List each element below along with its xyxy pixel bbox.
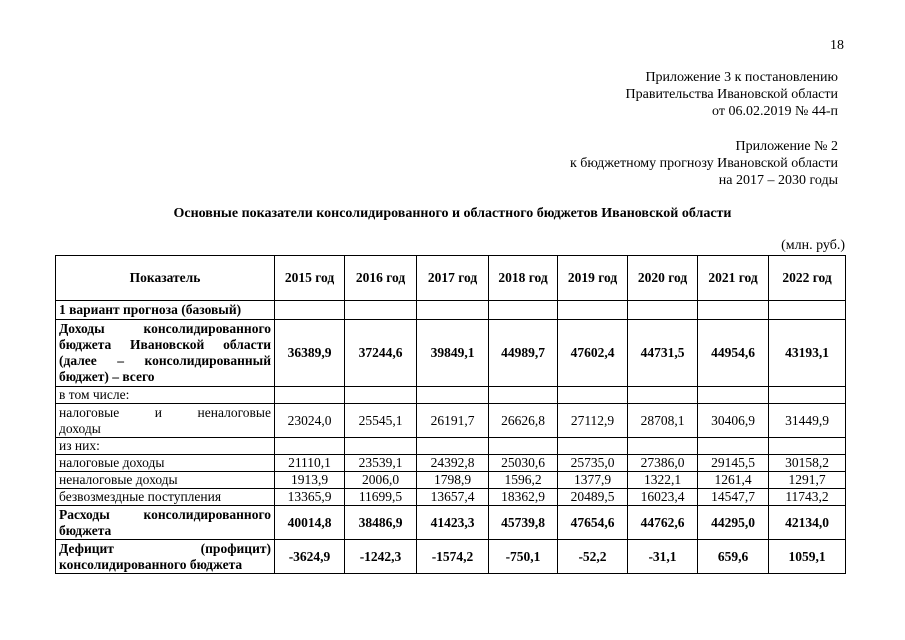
expenses-label-line1: Расходы консолидированного bbox=[59, 506, 271, 522]
income-label-line1: Доходы консолидированного bbox=[59, 321, 271, 336]
table-row-grants bbox=[56, 489, 846, 506]
tax-nontax-word-3: неналоговые bbox=[197, 404, 271, 420]
nontax-2022: 1291,7 bbox=[769, 472, 846, 489]
appendix-note-1-line2: Правительства Ивановской области bbox=[625, 87, 838, 102]
empty-cell bbox=[558, 301, 628, 320]
grants-2018: 18362,9 bbox=[489, 489, 558, 506]
header-2022: 2022 год bbox=[769, 256, 846, 301]
tax-2022: 30158,2 bbox=[769, 455, 846, 472]
appendix-note-2 bbox=[570, 138, 838, 189]
income-2021: 44954,6 bbox=[698, 320, 769, 387]
header-2020: 2020 год bbox=[628, 256, 698, 301]
header-2015: 2015 год bbox=[275, 256, 345, 301]
table-row-deficit bbox=[56, 540, 846, 574]
grants-2015: 13365,9 bbox=[275, 489, 345, 506]
appendix-note-1 bbox=[626, 69, 838, 120]
tax-2021: 29145,5 bbox=[698, 455, 769, 472]
nontax-2016: 2006,0 bbox=[345, 472, 417, 489]
header-2019: 2019 год bbox=[558, 256, 628, 301]
empty-cell bbox=[417, 301, 489, 320]
grants-2021: 14547,7 bbox=[698, 489, 769, 506]
grants-2020: 16023,4 bbox=[628, 489, 698, 506]
deficit-2016: -1242,3 bbox=[345, 540, 417, 574]
income-label bbox=[56, 320, 275, 387]
deficit-2015: -3624,9 bbox=[275, 540, 345, 574]
appendix-note-1-line3: от 06.02.2019 № 44-п bbox=[712, 104, 838, 119]
empty-cell bbox=[275, 387, 345, 404]
expenses-2017: 41423,3 bbox=[417, 506, 489, 540]
appendix-note-2-line1: Приложение № 2 bbox=[735, 139, 838, 154]
deficit-2020: -31,1 bbox=[628, 540, 698, 574]
empty-cell bbox=[558, 438, 628, 455]
deficit-label bbox=[56, 540, 275, 574]
income-2022: 43193,1 bbox=[769, 320, 846, 387]
tax-label: налоговые доходы bbox=[56, 455, 275, 472]
deficit-2018: -750,1 bbox=[489, 540, 558, 574]
table-row-expenses bbox=[56, 506, 846, 540]
expenses-label bbox=[56, 506, 275, 540]
document-title: Основные показатели консолидированного и областного бюджетов Ивановской области bbox=[173, 206, 732, 221]
tax-2018: 25030,6 bbox=[489, 455, 558, 472]
tax-nontax-word-2: и bbox=[154, 404, 162, 420]
tax-2017: 24392,8 bbox=[417, 455, 489, 472]
budget-table bbox=[55, 255, 846, 574]
empty-cell bbox=[489, 387, 558, 404]
tax-2019: 25735,0 bbox=[558, 455, 628, 472]
deficit-label-line1 bbox=[59, 541, 271, 557]
empty-cell bbox=[628, 438, 698, 455]
deficit-word-1: Дефицит bbox=[59, 540, 114, 556]
tax-nontax-label-line1 bbox=[59, 405, 271, 421]
empty-cell bbox=[698, 387, 769, 404]
appendix-note-2-line3: на 2017 – 2030 годы bbox=[718, 173, 838, 188]
expenses-2021: 44295,0 bbox=[698, 506, 769, 540]
empty-cell bbox=[558, 387, 628, 404]
empty-cell bbox=[628, 387, 698, 404]
of-them-label: из них: bbox=[56, 438, 275, 455]
header-2016: 2016 год bbox=[345, 256, 417, 301]
nontax-2015: 1913,9 bbox=[275, 472, 345, 489]
grants-2022: 11743,2 bbox=[769, 489, 846, 506]
table-row-nontax bbox=[56, 472, 846, 489]
deficit-2022: 1059,1 bbox=[769, 540, 846, 574]
table-row-of-them bbox=[56, 438, 846, 455]
expenses-2019: 47654,6 bbox=[558, 506, 628, 540]
empty-cell bbox=[769, 438, 846, 455]
nontax-2017: 1798,9 bbox=[417, 472, 489, 489]
income-2018: 44989,7 bbox=[489, 320, 558, 387]
empty-cell bbox=[275, 301, 345, 320]
empty-cell bbox=[698, 438, 769, 455]
income-label-rest: бюджета Ивановской области (далее – консолидированный бюджет) – всего bbox=[59, 337, 271, 384]
header-2018: 2018 год bbox=[489, 256, 558, 301]
header-2021: 2021 год bbox=[698, 256, 769, 301]
empty-cell bbox=[345, 301, 417, 320]
grants-2019: 20489,5 bbox=[558, 489, 628, 506]
tax-nontax-2022: 31449,9 bbox=[769, 404, 846, 438]
tax-2020: 27386,0 bbox=[628, 455, 698, 472]
appendix-note-2-line2: к бюджетному прогнозу Ивановской области bbox=[569, 156, 838, 171]
deficit-label-line2: консолидированного бюджета bbox=[59, 556, 243, 572]
tax-nontax-2021: 30406,9 bbox=[698, 404, 769, 438]
nontax-label: неналоговые доходы bbox=[56, 472, 275, 489]
tax-nontax-word-1: налоговые bbox=[59, 404, 120, 420]
empty-cell bbox=[698, 301, 769, 320]
tax-nontax-2019: 27112,9 bbox=[558, 404, 628, 438]
empty-cell bbox=[489, 438, 558, 455]
income-2020: 44731,5 bbox=[628, 320, 698, 387]
nontax-2021: 1261,4 bbox=[698, 472, 769, 489]
appendix-note-1-line1: Приложение 3 к постановлению bbox=[645, 70, 838, 85]
income-2017: 39849,1 bbox=[417, 320, 489, 387]
including-label: в том числе: bbox=[56, 387, 275, 404]
expenses-2015: 40014,8 bbox=[275, 506, 345, 540]
empty-cell bbox=[628, 301, 698, 320]
tax-nontax-2016: 25545,1 bbox=[345, 404, 417, 438]
header-indicator: Показатель bbox=[56, 256, 275, 301]
header-2017: 2017 год bbox=[417, 256, 489, 301]
nontax-2019: 1377,9 bbox=[558, 472, 628, 489]
tax-nontax-label bbox=[56, 404, 275, 438]
empty-cell bbox=[417, 387, 489, 404]
grants-2017: 13657,4 bbox=[417, 489, 489, 506]
tax-nontax-2020: 28708,1 bbox=[628, 404, 698, 438]
empty-cell bbox=[769, 301, 846, 320]
table-row-income bbox=[56, 320, 846, 387]
table-row-tax bbox=[56, 455, 846, 472]
tax-nontax-2017: 26191,7 bbox=[417, 404, 489, 438]
empty-cell bbox=[345, 387, 417, 404]
nontax-2020: 1322,1 bbox=[628, 472, 698, 489]
expenses-2018: 45739,8 bbox=[489, 506, 558, 540]
expenses-label-line2: бюджета bbox=[59, 522, 112, 538]
page-number: 18 bbox=[830, 38, 844, 53]
empty-cell bbox=[417, 438, 489, 455]
income-2019: 47602,4 bbox=[558, 320, 628, 387]
income-2016: 37244,6 bbox=[345, 320, 417, 387]
empty-cell bbox=[489, 301, 558, 320]
table-row-tax-nontax bbox=[56, 404, 846, 438]
grants-2016: 11699,5 bbox=[345, 489, 417, 506]
section-label: 1 вариант прогноза (базовый) bbox=[56, 301, 275, 320]
deficit-2019: -52,2 bbox=[558, 540, 628, 574]
grants-label: безвозмездные поступления bbox=[56, 489, 275, 506]
expenses-2020: 44762,6 bbox=[628, 506, 698, 540]
tax-2015: 21110,1 bbox=[275, 455, 345, 472]
units-label: (млн. руб.) bbox=[781, 238, 845, 253]
expenses-2022: 42134,0 bbox=[769, 506, 846, 540]
table-row-including bbox=[56, 387, 846, 404]
empty-cell bbox=[275, 438, 345, 455]
deficit-word-2: (профицит) bbox=[200, 540, 271, 556]
empty-cell bbox=[769, 387, 846, 404]
deficit-2017: -1574,2 bbox=[417, 540, 489, 574]
table-header-row bbox=[56, 256, 846, 301]
tax-nontax-2018: 26626,8 bbox=[489, 404, 558, 438]
tax-2016: 23539,1 bbox=[345, 455, 417, 472]
deficit-2021: 659,6 bbox=[698, 540, 769, 574]
nontax-2018: 1596,2 bbox=[489, 472, 558, 489]
income-2015: 36389,9 bbox=[275, 320, 345, 387]
tax-nontax-2015: 23024,0 bbox=[275, 404, 345, 438]
tax-nontax-label-line2: доходы bbox=[59, 420, 101, 436]
empty-cell bbox=[345, 438, 417, 455]
expenses-2016: 38486,9 bbox=[345, 506, 417, 540]
table-row-section bbox=[56, 301, 846, 320]
